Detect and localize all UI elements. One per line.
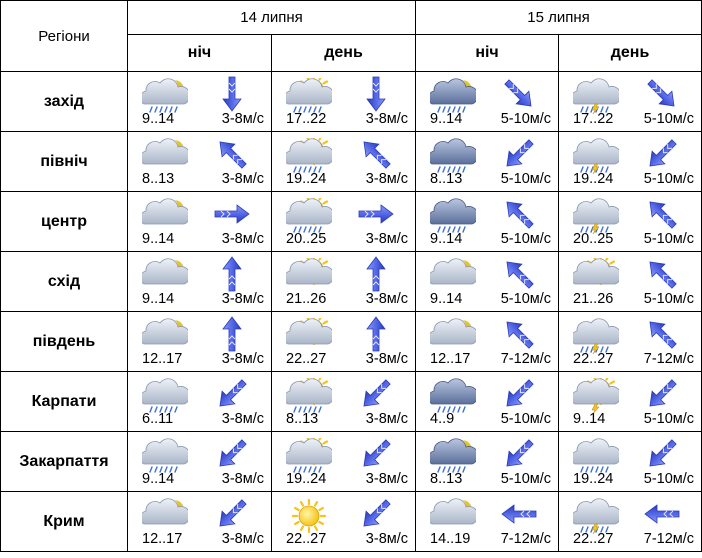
cloud-thunder-rain-icon	[573, 498, 619, 534]
temperature-range: 22..27	[286, 351, 327, 367]
temperature-range: 22..27	[573, 531, 614, 547]
forecast-cell	[416, 432, 559, 492]
cloud-rain-moon-icon	[142, 78, 188, 114]
forecast-cell	[272, 192, 416, 252]
wind-speed: 5-10м/с	[500, 171, 552, 187]
wind-arrow-icon	[213, 315, 251, 353]
forecast-cell	[128, 132, 272, 192]
dark-cloud-rain-icon	[430, 138, 476, 174]
cloud-sun-rain-icon	[286, 438, 332, 474]
wind-arrow-icon	[643, 195, 681, 233]
temperature-range: 20..25	[573, 231, 614, 247]
region-name: центр	[1, 192, 128, 252]
cloud-thunder-rain-icon	[573, 198, 619, 234]
wind-arrow-icon	[500, 255, 538, 293]
wind-speed: 5-10м/с	[643, 411, 695, 427]
forecast-cell	[128, 252, 272, 312]
wind-speed: 3-8м/с	[365, 291, 409, 307]
wind-speed: 7-12м/с	[643, 531, 695, 547]
region-name: захід	[1, 72, 128, 132]
table-row	[1, 432, 702, 492]
region-name: південь	[1, 312, 128, 372]
forecast-cell	[272, 252, 416, 312]
wind-speed: 3-8м/с	[365, 531, 409, 547]
temperature-range: 6..11	[142, 411, 174, 427]
region-name: Закарпаття	[1, 432, 128, 492]
cloud-sun-thunder-icon	[573, 378, 619, 414]
wind-speed: 5-10м/с	[643, 231, 695, 247]
forecast-rows	[1, 72, 702, 552]
wind-speed: 5-10м/с	[643, 471, 695, 487]
temperature-range: 19..24	[286, 471, 327, 487]
day1-day-header: день	[272, 35, 416, 72]
wind-speed: 5-10м/с	[500, 111, 552, 127]
cloud-sun-rain-icon	[286, 198, 332, 234]
forecast-cell	[416, 192, 559, 252]
cloud-rain-icon	[142, 438, 188, 474]
forecast-cell	[128, 72, 272, 132]
forecast-cell	[559, 132, 702, 192]
wind-speed: 5-10м/с	[500, 231, 552, 247]
cloud-sun-icon	[286, 318, 332, 354]
temperature-range: 20..25	[286, 231, 327, 247]
day2-day-header: день	[559, 35, 702, 72]
forecast-cell	[416, 132, 559, 192]
wind-speed: 3-8м/с	[221, 471, 264, 487]
cloud-moon-icon	[142, 318, 188, 354]
temperature-range: 19..24	[573, 471, 614, 487]
temperature-range: 9..14	[142, 111, 175, 127]
cloud-thunder-rain-icon	[573, 318, 619, 354]
wind-arrow-icon	[500, 495, 538, 533]
forecast-cell	[559, 432, 702, 492]
region-name: північ	[1, 132, 128, 192]
temperature-range: 8..13	[430, 171, 463, 187]
temperature-range: 14..19	[430, 531, 471, 547]
wind-arrow-icon	[213, 255, 251, 293]
temperature-range: 9..14	[142, 471, 175, 487]
forecast-cell	[128, 192, 272, 252]
temperature-range: 4..9	[430, 411, 455, 427]
temperature-range: 12..17	[142, 531, 183, 547]
wind-speed: 5-10м/с	[643, 291, 695, 307]
wind-arrow-icon	[213, 435, 251, 473]
wind-speed: 3-8м/с	[221, 231, 264, 247]
wind-arrow-icon	[643, 315, 681, 353]
date-header-day2: 15 липня	[416, 1, 702, 35]
wind-speed: 3-8м/с	[221, 171, 264, 187]
wind-arrow-icon	[500, 315, 538, 353]
wind-arrow-icon	[357, 375, 395, 413]
forecast-cell	[416, 252, 559, 312]
dark-cloud-rain-moon-icon	[430, 438, 476, 474]
temperature-range: 17..22	[286, 111, 327, 127]
temperature-range: 22..27	[286, 531, 327, 547]
wind-speed: 3-8м/с	[365, 411, 409, 427]
cloud-rain-icon	[573, 438, 619, 474]
forecast-cell	[272, 132, 416, 192]
wind-arrow-icon	[213, 135, 251, 173]
forecast-cell	[272, 432, 416, 492]
wind-arrow-icon	[643, 255, 681, 293]
table-row	[1, 492, 702, 552]
forecast-cell	[416, 372, 559, 432]
cloud-moon-icon	[430, 318, 476, 354]
temperature-range: 9..14	[573, 411, 606, 427]
temperature-range: 21..26	[286, 291, 327, 307]
temperature-range: 9..14	[142, 231, 175, 247]
forecast-cell	[272, 372, 416, 432]
forecast-cell	[416, 492, 559, 552]
wind-speed: 3-8м/с	[365, 471, 409, 487]
temperature-range: 9..14	[142, 291, 175, 307]
cloud-thunder-rain-icon	[573, 138, 619, 174]
wind-speed: 5-10м/с	[643, 171, 695, 187]
dark-cloud-rain-icon	[430, 198, 476, 234]
wind-arrow-icon	[643, 135, 681, 173]
temperature-range: 21..26	[573, 291, 614, 307]
wind-arrow-icon	[213, 495, 251, 533]
forecast-cell	[559, 492, 702, 552]
cloud-moon-icon	[142, 498, 188, 534]
forecast-cell	[272, 312, 416, 372]
dark-cloud-rain-moon-icon	[430, 78, 476, 114]
wind-speed: 3-8м/с	[221, 531, 264, 547]
table-row	[1, 132, 702, 192]
cloud-sun-rain-icon	[286, 138, 332, 174]
forecast-cell	[272, 492, 416, 552]
table-row	[1, 372, 702, 432]
wind-arrow-icon	[500, 375, 538, 413]
wind-arrow-icon	[213, 195, 251, 233]
regions-header: Регіони	[1, 1, 128, 72]
wind-speed: 3-8м/с	[365, 351, 409, 367]
forecast-cell	[559, 192, 702, 252]
temperature-range: 17..22	[573, 111, 614, 127]
cloud-rain-icon	[142, 378, 188, 414]
wind-arrow-icon	[357, 195, 395, 233]
forecast-cell	[416, 312, 559, 372]
wind-speed: 7-12м/с	[500, 531, 552, 547]
forecast-cell	[128, 492, 272, 552]
wind-arrow-icon	[357, 255, 395, 293]
date-header-day1: 14 липня	[128, 1, 416, 35]
temperature-range: 8..13	[142, 171, 175, 187]
table-row	[1, 252, 702, 312]
wind-speed: 3-8м/с	[221, 351, 264, 367]
forecast-cell	[559, 72, 702, 132]
forecast-cell	[128, 372, 272, 432]
forecast-cell	[559, 252, 702, 312]
cloud-moon-icon	[142, 198, 188, 234]
day2-night-header: ніч	[416, 35, 559, 72]
wind-arrow-icon	[500, 75, 538, 113]
cloud-sun-rain-icon	[286, 378, 332, 414]
forecast-cell	[272, 72, 416, 132]
wind-speed: 3-8м/с	[221, 411, 264, 427]
wind-arrow-icon	[643, 75, 681, 113]
cloud-sun-rain-icon	[286, 78, 332, 114]
forecast-cell	[559, 372, 702, 432]
wind-arrow-icon	[643, 495, 681, 533]
wind-speed: 5-10м/с	[500, 291, 552, 307]
sun-icon	[286, 498, 332, 534]
cloud-thunder-rain-icon	[573, 78, 619, 114]
wind-arrow-icon	[357, 315, 395, 353]
cloud-moon-icon	[142, 258, 188, 294]
temperature-range: 12..17	[430, 351, 471, 367]
forecast-cell	[128, 312, 272, 372]
wind-arrow-icon	[213, 75, 251, 113]
wind-arrow-icon	[357, 135, 395, 173]
temperature-range: 9..14	[430, 111, 463, 127]
wind-arrow-icon	[357, 435, 395, 473]
temperature-range: 12..17	[142, 351, 183, 367]
forecast-cell	[128, 432, 272, 492]
temperature-range: 8..13	[286, 411, 319, 427]
table-row	[1, 72, 702, 132]
cloud-moon-icon	[430, 258, 476, 294]
wind-speed: 3-8м/с	[365, 171, 409, 187]
cloud-sun-icon	[286, 258, 332, 294]
day1-night-header: ніч	[128, 35, 272, 72]
wind-speed: 3-8м/с	[221, 111, 264, 127]
table-row	[1, 312, 702, 372]
region-name: схід	[1, 252, 128, 312]
temperature-range: 19..24	[286, 171, 327, 187]
wind-arrow-icon	[357, 75, 395, 113]
wind-speed: 5-10м/с	[500, 411, 552, 427]
temperature-range: 8..13	[430, 471, 463, 487]
wind-speed: 3-8м/с	[221, 291, 264, 307]
temperature-range: 9..14	[430, 231, 463, 247]
cloud-sun-icon	[573, 258, 619, 294]
wind-arrow-icon	[643, 375, 681, 413]
wind-speed: 3-8м/с	[365, 111, 409, 127]
region-name: Карпати	[1, 372, 128, 432]
wind-speed: 7-12м/с	[643, 351, 695, 367]
table-row	[1, 192, 702, 252]
region-name: Крим	[1, 492, 128, 552]
dark-cloud-rain-icon	[430, 378, 476, 414]
wind-arrow-icon	[213, 375, 251, 413]
wind-speed: 5-10м/с	[643, 111, 695, 127]
wind-speed: 7-12м/с	[500, 351, 552, 367]
cloud-moon-icon	[142, 138, 188, 174]
wind-speed: 5-10м/с	[500, 471, 552, 487]
wind-arrow-icon	[643, 435, 681, 473]
wind-arrow-icon	[500, 435, 538, 473]
temperature-range: 9..14	[430, 291, 463, 307]
temperature-range: 19..24	[573, 171, 614, 187]
temperature-range: 22..27	[573, 351, 614, 367]
forecast-cell	[416, 72, 559, 132]
forecast-cell	[559, 312, 702, 372]
wind-arrow-icon	[500, 195, 538, 233]
wind-arrow-icon	[500, 135, 538, 173]
cloud-moon-icon	[430, 498, 476, 534]
wind-arrow-icon	[357, 495, 395, 533]
wind-speed: 3-8м/с	[365, 231, 409, 247]
